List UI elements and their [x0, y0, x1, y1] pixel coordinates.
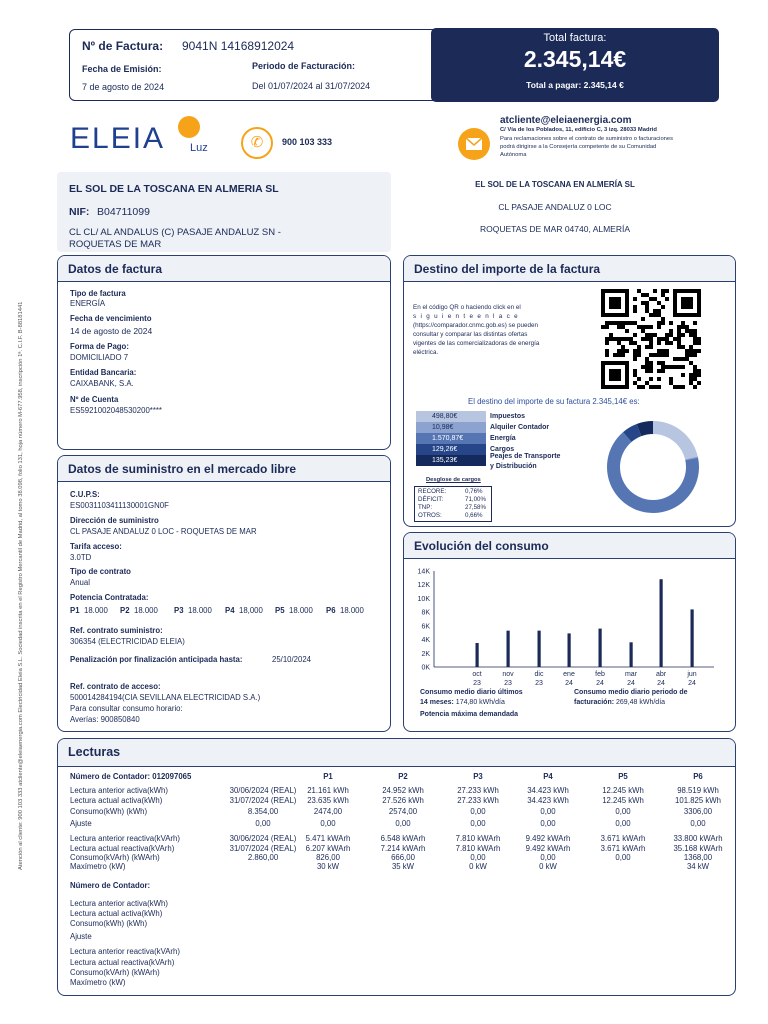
desglose-key-1: RECORE: [418, 488, 447, 495]
lecturas-value: 0,00 [615, 819, 631, 828]
x-tick-label: mar [624, 671, 638, 678]
destino-text-5: vigentes de las comercializadoras de energía [413, 340, 540, 347]
lecturas-value: 0,00 [540, 853, 556, 862]
legend-amount-5: 135,23€ [432, 457, 458, 464]
ref-contrato-label: Ref. contrato suministro: [70, 626, 163, 635]
x-tick-label: abr [655, 671, 667, 678]
lecturas-value: 98.519 kWh [677, 786, 719, 795]
x-tick-label-year: 23 [504, 680, 512, 687]
lecturas-row-label: Maxímetro (kW) [70, 862, 126, 871]
y-tick-label: 12K [417, 582, 430, 590]
tarifa-label: Tarifa acceso: [70, 542, 122, 551]
x-tick-label-year: 23 [473, 680, 481, 687]
desglose-key-3: TNP: [418, 504, 433, 511]
consumo-horario: Para consultar consumo horario: [70, 704, 183, 713]
customer-address-2: ROQUETAS DE MAR [69, 239, 162, 250]
lecturas-value: 0,00 [470, 819, 486, 828]
claims-line-1: Para reclamaciones sobre el contrato de suministro o facturaciones [500, 136, 674, 142]
legend-amount-4: 129,26€ [432, 446, 458, 453]
y-tick-label: 14K [417, 568, 430, 576]
y-tick-label: 6K [421, 623, 430, 631]
lecturas-value: 24.952 kWh [382, 786, 424, 795]
claims-line-3: Autónoma [500, 152, 527, 158]
potencia-p4: 18,000 [239, 606, 263, 615]
legend-label-2: Alquiler Contador [490, 424, 550, 431]
c2-consumo: Consumo(kWh) (kWh) [70, 919, 148, 928]
bar-feb-24 [599, 629, 602, 667]
logo-text: ELEIA [70, 122, 166, 155]
lecturas-value: 101.825 kWh [675, 796, 721, 805]
potencia-p2: 18.000 [134, 606, 158, 615]
mailing-city: ROQUETAS DE MAR 04740, ALMERÍA [479, 224, 631, 234]
lecturas-row-date: 0,00 [255, 819, 271, 828]
lecturas-row-date: 31/07/2024 (REAL) [229, 844, 297, 853]
y-tick-label: 10K [417, 595, 430, 603]
contador-label: Número de Contador: 012097065 [70, 772, 192, 781]
invoice-number: 9041N 14168912024 [182, 39, 295, 53]
cuenta: ES5921002048530200**** [70, 406, 162, 415]
lecturas-row-date: 2.860,00 [247, 853, 279, 862]
lecturas-value: 2474,00 [313, 807, 343, 816]
desglose-title: Desglose de cargos [426, 477, 481, 483]
eleia-logo [70, 116, 220, 158]
lecturas-value: 0 kW [539, 862, 557, 871]
total-amount: 2.345,14€ [523, 46, 627, 72]
lecturas-value: 27.233 kWh [457, 796, 499, 805]
lecturas-row-date: 8.354,00 [247, 807, 279, 816]
direccion-label: Dirección de suministro [70, 516, 159, 525]
lecturas-value: 0,00 [395, 819, 411, 828]
desglose-val-3: 27,58% [465, 504, 486, 511]
issue-date-label: Fecha de Emisión: [82, 64, 162, 74]
lecturas-row-label: Lectura anterior activa(kWh) [70, 786, 168, 795]
y-tick-label: 8K [421, 609, 430, 617]
cups-label: C.U.P.S: [70, 490, 100, 499]
issue-date: 7 de agosto de 2024 [82, 82, 165, 92]
desglose-val-4: 0,66% [465, 512, 483, 519]
x-tick-label-year: 24 [565, 680, 573, 687]
tipo-factura: ENERGÍA [70, 299, 106, 308]
period-header: P6 [693, 772, 703, 781]
potencia-p5: 18.000 [289, 606, 313, 615]
acceso-label: Ref. contrato de acceso: [70, 682, 161, 691]
lecturas-value: 27.526 kWh [382, 796, 424, 805]
evolucion-panel [403, 532, 736, 732]
vencimiento-label: Fecha de vencimiento [70, 314, 152, 323]
tipo-factura-label: Tipo de factura [70, 289, 126, 298]
potencia-maxima-label: Potencia máxima demandada [420, 711, 519, 718]
y-tick-label: 2K [421, 650, 430, 658]
c2-reac-act: Lectura actual reactiva(kVArh) [70, 958, 175, 967]
cuenta-label: Nº de Cuenta [70, 395, 119, 404]
lecturas-value: 0 kW [469, 862, 487, 871]
lecturas-value: 0,00 [470, 853, 486, 862]
lecturas-value: 27.233 kWh [457, 786, 499, 795]
lecturas-value: 0,00 [470, 807, 486, 816]
lecturas-row-label: Lectura actual activa(kWh) [70, 796, 163, 805]
legend-amount-3: 1.570,87€ [432, 435, 464, 442]
nif-label: NIF: [69, 206, 90, 218]
lecturas-value: 2574,00 [388, 807, 418, 816]
destino-importe-title: El destino del importe de su factura 2.345,14€ es: [468, 397, 640, 406]
c2-max: Maxímetro (kW) [70, 978, 126, 987]
lecturas-value: 826,00 [316, 853, 340, 862]
medio-ultimos: 14 meses: 174,80 kWh/día [420, 699, 505, 706]
potencia-p4-label: P4 [225, 606, 235, 615]
bar-jun-24 [691, 609, 694, 667]
potencia-p1-label: P1 [70, 606, 80, 615]
potencia-p2-label: P2 [120, 606, 130, 615]
vencimiento: 14 de agosto de 2024 [70, 326, 153, 336]
x-tick-label-year: 23 [535, 680, 543, 687]
lecturas-value: 6.548 kWArh [380, 834, 426, 843]
period-header: P3 [473, 772, 483, 781]
lecturas-value: 33.800 kWArh [673, 834, 723, 843]
lecturas-value: 3306,00 [683, 807, 713, 816]
destino-text-6: eléctrica. [413, 349, 439, 356]
invoice-header [69, 29, 717, 101]
x-tick-label-year: 24 [657, 680, 665, 687]
lecturas-title: Lecturas [58, 739, 735, 767]
direccion: CL PASAJE ANDALUZ 0 LOC - ROQUETAS DE MAR [70, 527, 257, 536]
lecturas-value: 23.635 kWh [307, 796, 349, 805]
contrato-label: Tipo de contrato [70, 567, 131, 576]
legend-label-1: Impuestos [490, 413, 526, 420]
tarifa: 3.0TD [70, 553, 92, 562]
donut-slice-1 [653, 421, 698, 459]
lecturas-row-label: Consumo(kWh) (kWh) [70, 807, 148, 816]
x-tick-label: feb [595, 671, 605, 678]
lecturas-value: 7.810 kWArh [455, 844, 501, 853]
legend-amount-1: 498,80€ [432, 413, 458, 420]
bar-mar-24 [630, 642, 633, 667]
destino-text-1: En el código QR o haciendo click en el [413, 304, 521, 311]
potencia-label: Potencia Contratada: [70, 593, 149, 602]
destino-text-4: consultar y comparar las distintas ofertas [413, 331, 528, 338]
lecturas-value: 30 kW [316, 862, 340, 871]
lecturas-value: 1368,00 [683, 853, 713, 862]
potencia-p6-label: P6 [326, 606, 336, 615]
period-header: P5 [618, 772, 628, 781]
entidad-label: Entidad Bancaria: [70, 368, 137, 377]
phone-icon: ✆ [241, 127, 273, 159]
x-tick-label: nov [502, 671, 514, 678]
lecturas-value: 0,00 [615, 807, 631, 816]
lecturas-value: 35.168 kWArh [673, 844, 723, 853]
cups: ES0031103411130001GN0F [70, 501, 169, 510]
penalizacion: 25/10/2024 [272, 655, 312, 664]
desglose-key-2: DÉFICIT: [418, 496, 444, 503]
lecturas-value: 0,00 [540, 819, 556, 828]
lecturas-row-label: Consumo(kVArh) (kWArh) [70, 853, 160, 862]
potencia-p1: 18.000 [84, 606, 108, 615]
period-header: P1 [323, 772, 333, 781]
customer-name: EL SOL DE LA TOSCANA EN ALMERIA SL [69, 183, 279, 195]
x-tick-label: dic [534, 671, 544, 678]
lecturas-value: 12.245 kWh [602, 786, 644, 795]
legend-label-5: Peajes de Transporte [490, 453, 561, 460]
suministro-panel [57, 455, 391, 732]
company-address: C/ Vía de los Poblados, 11, edificio C, 3 izq. 28033 Madrid [500, 127, 657, 133]
x-tick-label-year: 24 [596, 680, 604, 687]
x-tick-label: jun [687, 671, 697, 678]
lecturas-value: 7.810 kWArh [455, 834, 501, 843]
lecturas-row-label: Lectura anterior reactiva(kVArh) [70, 834, 180, 843]
y-tick-label: 4K [421, 637, 430, 645]
desglose-val-2: 71,00% [465, 496, 486, 503]
ref-contrato: 306354 (ELECTRICIDAD ELEIA) [70, 637, 185, 646]
x-tick-label: ene [563, 671, 575, 678]
lecturas-value: 9.492 kWArh [525, 844, 571, 853]
lecturas-value: 9.492 kWArh [525, 834, 571, 843]
c2-activa-ant: Lectura anterior activa(kWh) [70, 899, 168, 908]
potencia-p6: 18.000 [340, 606, 364, 615]
y-tick-label: 0K [421, 664, 430, 672]
lecturas-panel [57, 738, 736, 996]
qr-code[interactable] [601, 289, 701, 389]
datos-factura-panel [57, 255, 391, 450]
contador2-label: Número de Contador: [70, 881, 151, 890]
contact-email[interactable]: atcliente@eleiaenergia.com [500, 115, 632, 126]
bar-nov-23 [507, 631, 510, 667]
consumo-bar-chart [404, 563, 734, 691]
destino-text-2: s i g u i e n t e e n l a c e [413, 313, 519, 320]
lecturas-value: 0,00 [690, 819, 706, 828]
lecturas-value: 0,00 [615, 853, 631, 862]
c2-ajuste: Ajuste [70, 932, 92, 941]
lecturas-row-date: 30/06/2024 (REAL) [229, 834, 297, 843]
desglose-key-4: OTROS: [418, 512, 442, 519]
mailing-street: CL PASAJE ANDALUZ 0 LOC [498, 202, 612, 212]
lecturas-value: 12.245 kWh [602, 796, 644, 805]
total-label: Total factura: [543, 32, 607, 44]
lecturas-value: 34.423 kWh [527, 786, 569, 795]
x-tick-label-year: 24 [688, 680, 696, 687]
phone-number[interactable]: 900 103 333 [282, 137, 333, 147]
legend-label-5b: y Distribución [490, 463, 537, 470]
acceso: 500014284194(CIA SEVILLANA ELECTRICIDAD S.A.) [70, 693, 261, 702]
customer-block [57, 172, 391, 252]
x-tick-label: oct [472, 671, 482, 678]
lecturas-row-label: Lectura actual reactiva(kVArh) [70, 844, 175, 853]
total-box [431, 28, 719, 102]
destino-donut-chart [604, 418, 702, 516]
period-header: P4 [543, 772, 553, 781]
c2-reac-ant: Lectura anterior reactiva(kVArh) [70, 947, 180, 956]
medio-periodo: facturación: 269,48 kWh/día [574, 699, 666, 706]
forma-pago: DOMICILIADO 7 [70, 353, 129, 362]
potencia-p3: 18.000 [188, 606, 212, 615]
lecturas-value: 5.471 kWArh [305, 834, 351, 843]
bar-abr-24 [660, 579, 663, 667]
potencias-row [70, 606, 390, 618]
billing-period: Del 01/07/2024 al 31/07/2024 [252, 81, 371, 91]
bar-ene-24 [568, 633, 571, 667]
datos-factura-title: Datos de factura [58, 256, 390, 282]
lecturas-value: 34 kW [686, 862, 710, 871]
lecturas-value: 35 kW [391, 862, 415, 871]
lecturas-row-label: Ajuste [70, 819, 92, 828]
destino-text-3[interactable]: (https://comparador.cnmc.gob.es) se pueden [413, 322, 538, 329]
logo-sun-icon [178, 116, 200, 138]
lecturas-row-date: 31/07/2024 (REAL) [229, 796, 297, 805]
invoice-number-label: Nº de Factura: [82, 39, 164, 53]
medio-periodo-label: Consumo medio diario periodo de [574, 689, 688, 696]
logo-sub: Luz [190, 142, 208, 154]
lecturas-value: 0,00 [540, 807, 556, 816]
lecturas-value: 3.671 kWArh [600, 834, 646, 843]
lecturas-value: 6.207 kWArh [305, 844, 351, 853]
lecturas-value: 7.214 kWArh [380, 844, 426, 853]
legend-label-4: Cargos [490, 446, 515, 453]
lecturas-value: 34.423 kWh [527, 796, 569, 805]
c2-activa-act: Lectura actual activa(kWh) [70, 909, 163, 918]
medio-ultimos-label: Consumo medio diario últimos [420, 689, 523, 696]
c2-consumo-r: Consumo(kVArh) (kWArh) [70, 968, 160, 977]
averias[interactable]: Averías: 900850840 [70, 715, 140, 724]
destino-title: Destino del importe de la factura [404, 256, 735, 282]
claims-line-2: podrá dirigirse a la Consejería competente de su Comunidad [500, 144, 657, 150]
legend-amount-2: 10,98€ [432, 424, 454, 431]
suministro-title: Datos de suministro en el mercado libre [58, 456, 390, 482]
side-legal-text: Atención al cliente: 900 103 333 atcliente@eleiaenergia.com Electricidad Eleia S.L. Sociedad inscrita en el Registro Mercantil de Madrid, al tomo 38.098, folio 131, hoja número M-677.958, inscripción 1ª. C.I.F. B-88181441 [18, 301, 24, 870]
destino-panel [403, 255, 736, 527]
potencia-p5-label: P5 [275, 606, 285, 615]
potencia-p3-label: P3 [174, 606, 184, 615]
lecturas-value: 21.161 kWh [307, 786, 349, 795]
mail-icon [458, 128, 490, 160]
billing-period-label: Periodo de Facturación: [252, 61, 356, 71]
lecturas-row-date: 30/06/2024 (REAL) [229, 786, 297, 795]
lecturas-value: 0,00 [320, 819, 336, 828]
forma-pago-label: Forma de Pago: [70, 342, 129, 351]
desglose-val-1: 0,76% [465, 488, 483, 495]
legend-label-3: Energía [490, 435, 516, 442]
desglose-box [414, 486, 492, 522]
total-to-pay: Total a pagar: 2.345,14 € [526, 80, 624, 90]
bar-dic-23 [538, 631, 541, 667]
lecturas-value: 666,00 [391, 853, 415, 862]
destino-legend [416, 411, 596, 469]
evolucion-title: Evolución del consumo [404, 533, 735, 559]
bar-oct-23 [476, 643, 479, 667]
contrato: Anual [70, 578, 90, 587]
penalizacion-label: Penalización por finalización anticipada hasta: [70, 655, 243, 664]
lecturas-value: 3.671 kWArh [600, 844, 646, 853]
x-tick-label-year: 24 [627, 680, 635, 687]
nif-value: B04711099 [97, 206, 150, 218]
mailing-name: EL SOL DE LA TOSCANA EN ALMERÍA SL [475, 180, 635, 189]
period-header: P2 [398, 772, 408, 781]
entidad: CAIXABANK, S.A. [70, 379, 134, 388]
customer-address-1: CL CL/ AL ANDALUS (C) PASAJE ANDALUZ SN - [69, 227, 281, 238]
